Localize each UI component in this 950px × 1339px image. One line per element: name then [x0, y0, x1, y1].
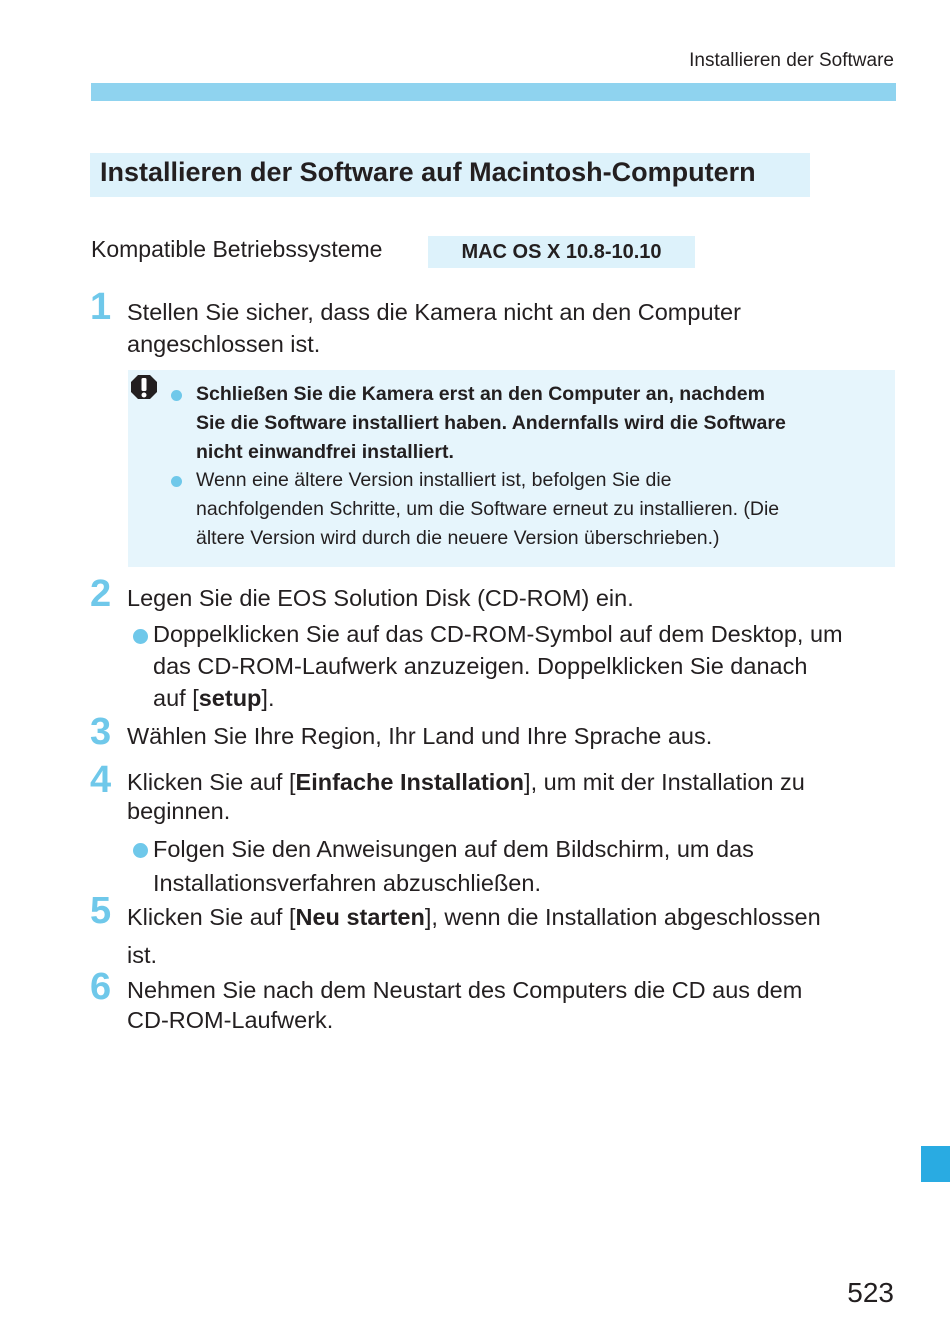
step-3-text: Wählen Sie Ihre Region, Ihr Land und Ihre Sprache aus. — [127, 723, 713, 749]
easy-install-label: Einfache Installation — [295, 769, 525, 795]
caution-item-1-line-3: nicht einwandfrei installiert. — [196, 441, 454, 463]
step-2-text: Legen Sie die EOS Solution Disk (CD-ROM) ein. — [127, 585, 634, 611]
text-segment: Klicken Sie auf [ — [127, 904, 296, 930]
text-segment: ], wenn die Installation abgeschlossen — [424, 904, 821, 930]
step-5-text — [127, 898, 897, 974]
bullet-icon — [133, 629, 148, 644]
step-1-line-1: Stellen Sie sicher, dass die Kamera nicht an den Computer — [127, 299, 741, 325]
running-header: Installieren der Software — [689, 50, 894, 71]
compatible-os-label: Kompatible Betriebssysteme — [91, 236, 383, 262]
caution-item-2-line-2: nachfolgenden Schritte, um die Software erneut zu installieren. (Die — [196, 498, 780, 520]
step-4-bullet-line-2: Installationsverfahren abzuschließen. — [153, 870, 541, 896]
step-2-bullet-line-1: Doppelklicken Sie auf das CD-ROM-Symbol auf dem Desktop, um — [153, 621, 843, 647]
step-2-bullet-line-2: das CD-ROM-Laufwerk anzuzeigen. Doppelklicken Sie danach — [153, 653, 808, 679]
step-2-bullet — [131, 618, 891, 714]
caution-icon — [129, 373, 159, 401]
step-number-2: 2 — [90, 573, 112, 615]
bullet-icon — [133, 843, 148, 858]
step-4-bullet-line-1: Folgen Sie den Anweisungen auf dem Bildschirm, um das — [153, 836, 754, 862]
text-segment: Klicken Sie auf [ — [127, 769, 296, 795]
page-number: 523 — [847, 1277, 894, 1308]
caution-item-2-line-1: Wenn eine ältere Version installiert ist, befolgen Sie die — [196, 469, 672, 491]
header-rule — [91, 83, 896, 101]
step-5-line-1 — [127, 898, 897, 936]
step-1-text — [127, 296, 897, 360]
text-segment: ], um mit der Installation zu — [524, 769, 805, 795]
caution-item-2-line-3: ältere Version wird durch die neuere Version überschrieben.) — [196, 527, 720, 549]
caution-box — [128, 370, 895, 567]
caution-item-2 — [196, 466, 876, 553]
step-4-text — [127, 768, 897, 826]
step-4-line-1 — [127, 768, 897, 797]
caution-item-1 — [196, 380, 876, 467]
step-number-4: 4 — [90, 759, 112, 801]
caution-item-1-line-1: Schließen Sie die Kamera erst an den Computer an, nachdem — [196, 383, 765, 405]
caution-item-1-line-2: Sie die Software installiert haben. Andernfalls wird die Software — [196, 412, 786, 434]
step-5-line-2: ist. — [127, 942, 158, 968]
step-4-bullet — [131, 832, 891, 900]
text-segment: ]. — [261, 685, 275, 711]
step-2-bullet-line-3 — [153, 682, 891, 714]
step-number-1: 1 — [90, 286, 112, 328]
restart-label: Neu starten — [295, 904, 425, 930]
chapter-tab-marker — [921, 1146, 950, 1182]
step-1-line-2: angeschlossen ist. — [127, 331, 321, 357]
section-title: Installieren der Software auf Macintosh-Computern — [90, 153, 810, 197]
bullet-icon — [171, 476, 182, 487]
os-version-badge: MAC OS X 10.8-10.10 — [428, 236, 695, 268]
step-6-line-1: Nehmen Sie nach dem Neustart des Computers die CD aus dem — [127, 977, 803, 1003]
setup-label: setup — [198, 685, 262, 711]
bullet-icon — [171, 390, 182, 401]
step-6-line-2: CD-ROM-Laufwerk. — [127, 1007, 334, 1033]
step-number-3: 3 — [90, 711, 112, 753]
step-number-5: 5 — [90, 890, 112, 932]
step-number-6: 6 — [90, 966, 112, 1008]
step-6-text — [127, 975, 897, 1035]
step-4-line-2: beginnen. — [127, 798, 231, 824]
text-segment: auf [ — [153, 685, 199, 711]
